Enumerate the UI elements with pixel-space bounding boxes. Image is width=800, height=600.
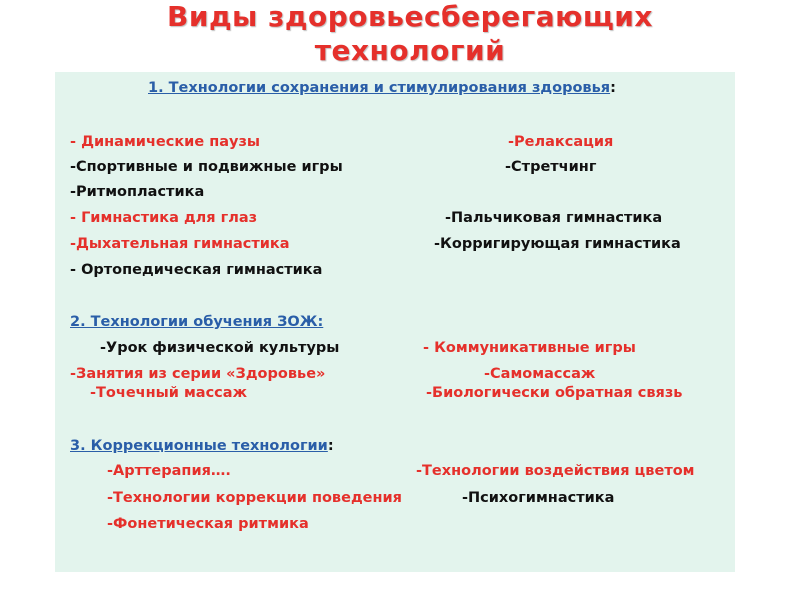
list-item-self-massage: -Самомассаж bbox=[484, 366, 596, 382]
section-3-heading bbox=[70, 437, 334, 455]
list-item-behavior-correction: -Технологии коррекции поведения bbox=[107, 490, 402, 506]
list-item-breathing-gymnastics: -Дыхательная гимнастика bbox=[70, 236, 290, 252]
section-3-heading-text: 3. Коррекционные технологии bbox=[70, 438, 328, 454]
list-item-sport-games: -Спортивные и подвижные игры bbox=[70, 159, 343, 175]
list-item-relaxation: -Релаксация bbox=[508, 134, 614, 150]
slide-title-line-2: технологий bbox=[314, 34, 506, 67]
section-1-heading bbox=[148, 79, 616, 97]
list-item-dynamic-pauses: - Динамические паузы bbox=[70, 134, 261, 150]
list-item-psycho-gymnastics: -Психогимнастика bbox=[462, 490, 615, 506]
section-1-heading-text: 1. Технологии сохранения и стимулирования здоровья bbox=[148, 80, 611, 96]
slide-title bbox=[110, 0, 710, 68]
list-item-acupressure: -Точечный массаж bbox=[90, 385, 247, 401]
slide-title-line-1: Виды здоровьесберегающих bbox=[166, 0, 653, 33]
list-item-color-therapy: -Технологии воздействия цветом bbox=[416, 463, 695, 479]
list-item-orthopedic-gymnastics: - Ортопедическая гимнастика bbox=[70, 262, 323, 278]
section-1-heading-colon: : bbox=[610, 80, 616, 96]
list-item-eye-gymnastics: - Гимнастика для глаз bbox=[70, 210, 258, 226]
list-item-stretching: -Стретчинг bbox=[505, 159, 597, 175]
list-item-rhythmoplasty: -Ритмопластика bbox=[70, 184, 205, 200]
list-item-finger-gymnastics: -Пальчиковая гимнастика bbox=[445, 210, 663, 226]
list-item-corrective-gymnastics: -Корригирующая гимнастика bbox=[434, 236, 681, 252]
list-item-phonetic-rhythmics: -Фонетическая ритмика bbox=[107, 516, 309, 532]
list-item-communicative-games: - Коммуникативные игры bbox=[423, 340, 636, 356]
list-item-art-therapy: -Арттерапия…. bbox=[107, 463, 231, 479]
list-item-pe-lesson: -Урок физической культуры bbox=[100, 340, 340, 356]
section-2-heading: 2. Технологии обучения ЗОЖ: bbox=[70, 314, 324, 330]
list-item-health-series: -Занятия из серии «Здоровье» bbox=[70, 366, 326, 382]
list-item-biofeedback: -Биологически обратная связь bbox=[426, 385, 683, 401]
section-3-heading-colon: : bbox=[327, 438, 334, 454]
